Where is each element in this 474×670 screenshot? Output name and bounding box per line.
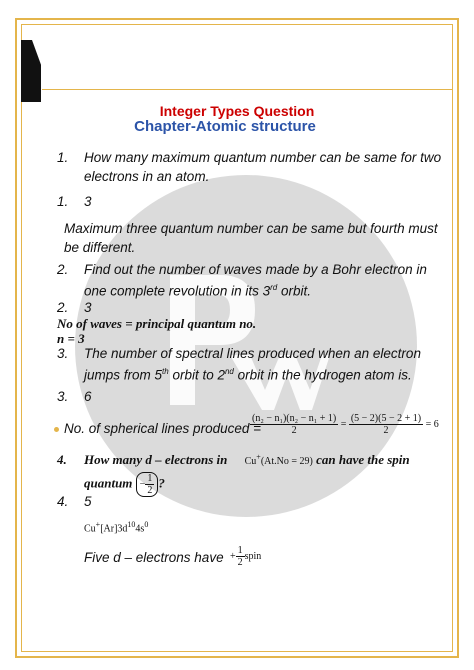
a4-config: $Cu^+[Ar]3d^{10}4s^0$ [84,520,149,535]
page-title: Integer Types Question [159,103,315,119]
a1-value: 3 [84,194,92,209]
q1-line1: How many maximum quantum number can be same for two [84,150,442,165]
q4-number: 4. [57,452,67,467]
a3-number: 3. [57,389,69,404]
q2-line1: Find out the number of waves made by a Bohr electron in [84,262,427,277]
formula-fraction-2: $\frac{(5 - 2)(5 - 2 + 1)}{2}$ [350,413,422,436]
q4-line1: How many d – electrons in Cu+(At.No = 29) can have the spin [84,452,410,467]
a2-line2: n = 3 [57,331,85,346]
a3-value: 6 [84,389,92,404]
q1-number: 1. [57,150,69,165]
q3-number: 3. [57,346,69,361]
q3-line2: jumps from 5th orbit to 2nd orbit in the hydrogen atom is. [84,367,412,383]
formula-result: = 6 [425,418,439,430]
q2-line2: one complete revolution in its 3rd orbit. [84,283,311,299]
q3-line1: The number of spectral lines produced when an electron [84,346,421,361]
a4-conclusion: Five d – electrons have [84,550,224,565]
header-rule [42,89,453,90]
a4-value: 5 [84,494,92,509]
bullet-icon [54,427,59,432]
q2-number: 2. [57,262,69,277]
a1-explanation-line1: Maximum three quantum number can be same but fourth must [64,221,438,236]
q4-line2: quantum − $\frac{1}{2}$ ? [84,473,165,496]
a2-line1: No of waves = principal quantum no. [57,316,257,331]
a4-spin-value: + $\frac{1}{2}$ spin [230,545,262,568]
a1-number: 1. [57,194,69,209]
a3-formula: $\frac{\text{(n₂ − n₁)(n₂ − n₁ + 1)}}{2}$ = $\frac{(5 - 2)(5 - 2 + 1)}{2}$ = 6 [252,413,439,436]
q1-line2: electrons in an atom. [84,169,210,184]
a4-number: 4. [57,494,69,509]
chapter-title: Chapter-Atomic structure [134,118,316,135]
a3-formula-label: No. of spherical lines produced = [64,421,261,436]
a2-number: 2. [57,300,69,315]
formula-fraction-1: $\frac{\text{(n₂ − n₁)(n₂ − n₁ + 1)}}{2}$ [252,413,337,436]
a2-value: 3 [84,300,92,315]
a1-explanation-line2: be different. [64,240,136,255]
